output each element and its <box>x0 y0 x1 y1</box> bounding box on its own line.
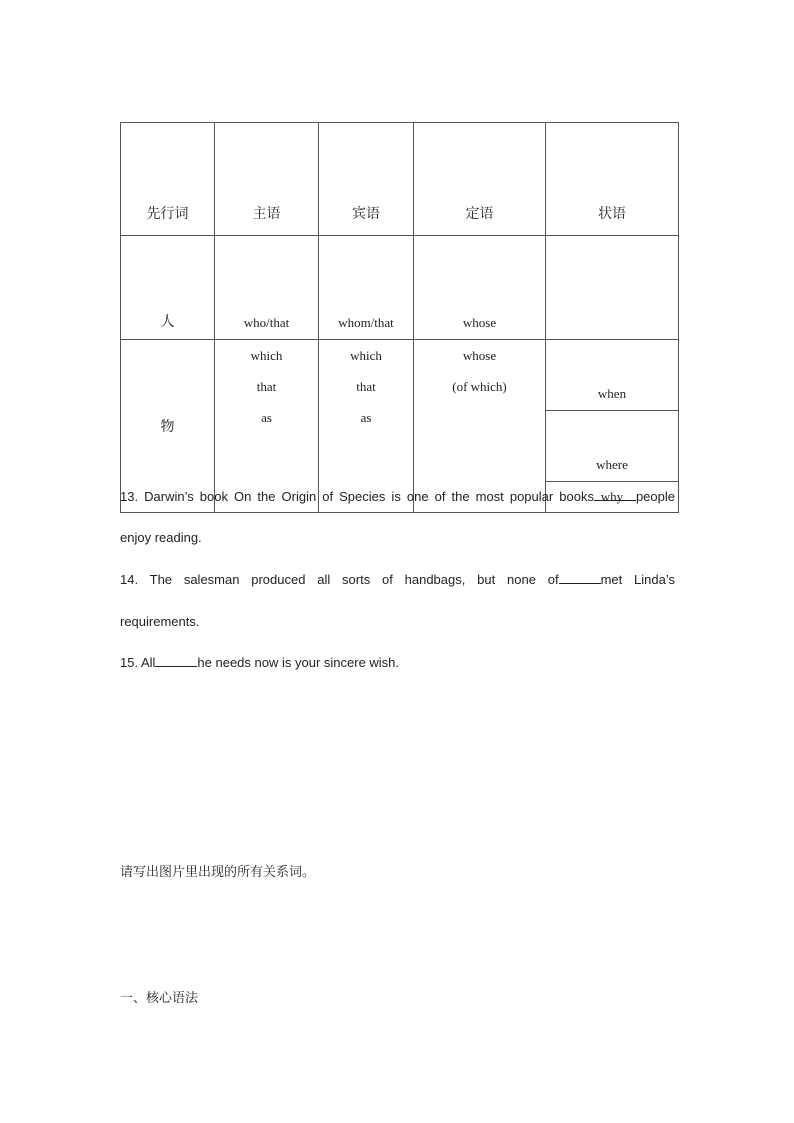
cell-antecedent-person: 人 <box>121 236 215 340</box>
question-15-text: 15. All <box>120 655 156 670</box>
question-14-line-2: requirements. <box>120 614 200 629</box>
question-13-text-after: people <box>635 489 675 504</box>
cell-antecedent-thing: 物 <box>121 340 215 513</box>
header-adverbial: 状语 <box>546 123 679 236</box>
answer-blank-13[interactable] <box>594 488 636 501</box>
table-row-person <box>121 236 679 340</box>
cell-adverbial-when: when <box>546 340 679 411</box>
answer-blank-15[interactable] <box>155 654 197 667</box>
list-item: as <box>360 410 372 425</box>
header-subject: 主语 <box>215 123 319 236</box>
list-item: that <box>356 379 376 394</box>
cell-adverbial-why: why <box>546 482 679 513</box>
list-item: (of which) <box>452 379 507 394</box>
cell-person-attributive: whose <box>414 236 546 340</box>
instruction-text: 请写出图片里出现的所有关系词。 <box>120 865 316 880</box>
answer-blank-14[interactable] <box>559 571 601 584</box>
cell-person-adverbial <box>546 236 679 340</box>
header-object: 宾语 <box>319 123 414 236</box>
list-item: whose <box>462 348 497 363</box>
table-row-thing-1 <box>121 340 679 411</box>
table-header-row <box>121 123 679 236</box>
cell-adverbial-where: where <box>546 411 679 482</box>
cell-person-subject: who/that <box>215 236 319 340</box>
header-attributive: 定语 <box>414 123 546 236</box>
cell-thing-subject <box>215 340 319 513</box>
question-14-line-1 <box>120 571 675 589</box>
list-item: which <box>250 348 283 363</box>
question-14-text: 14. The salesman produced all sorts of handbags, but none of <box>120 572 559 587</box>
relative-pronoun-table <box>120 122 679 513</box>
list-item: as <box>261 410 272 425</box>
cell-person-object: whom/that <box>319 236 414 340</box>
cell-thing-object <box>319 340 414 513</box>
list-item: that <box>256 379 277 394</box>
section-heading: 一、核心语法 <box>120 991 199 1006</box>
question-14-text-after: met Linda’s <box>600 572 676 587</box>
list-item: which <box>350 348 382 363</box>
header-antecedent: 先行词 <box>121 123 215 236</box>
question-15-text-after: he needs now is your sincere wish. <box>197 655 400 670</box>
question-13-line-2: enjoy reading. <box>120 530 202 545</box>
question-13-text: 13. Darwin’s book On the Origin of Species is one of the most popular books <box>120 489 594 504</box>
question-13-line-1 <box>120 488 675 506</box>
cell-thing-attributive <box>414 340 546 513</box>
question-15-line-1 <box>120 654 675 672</box>
